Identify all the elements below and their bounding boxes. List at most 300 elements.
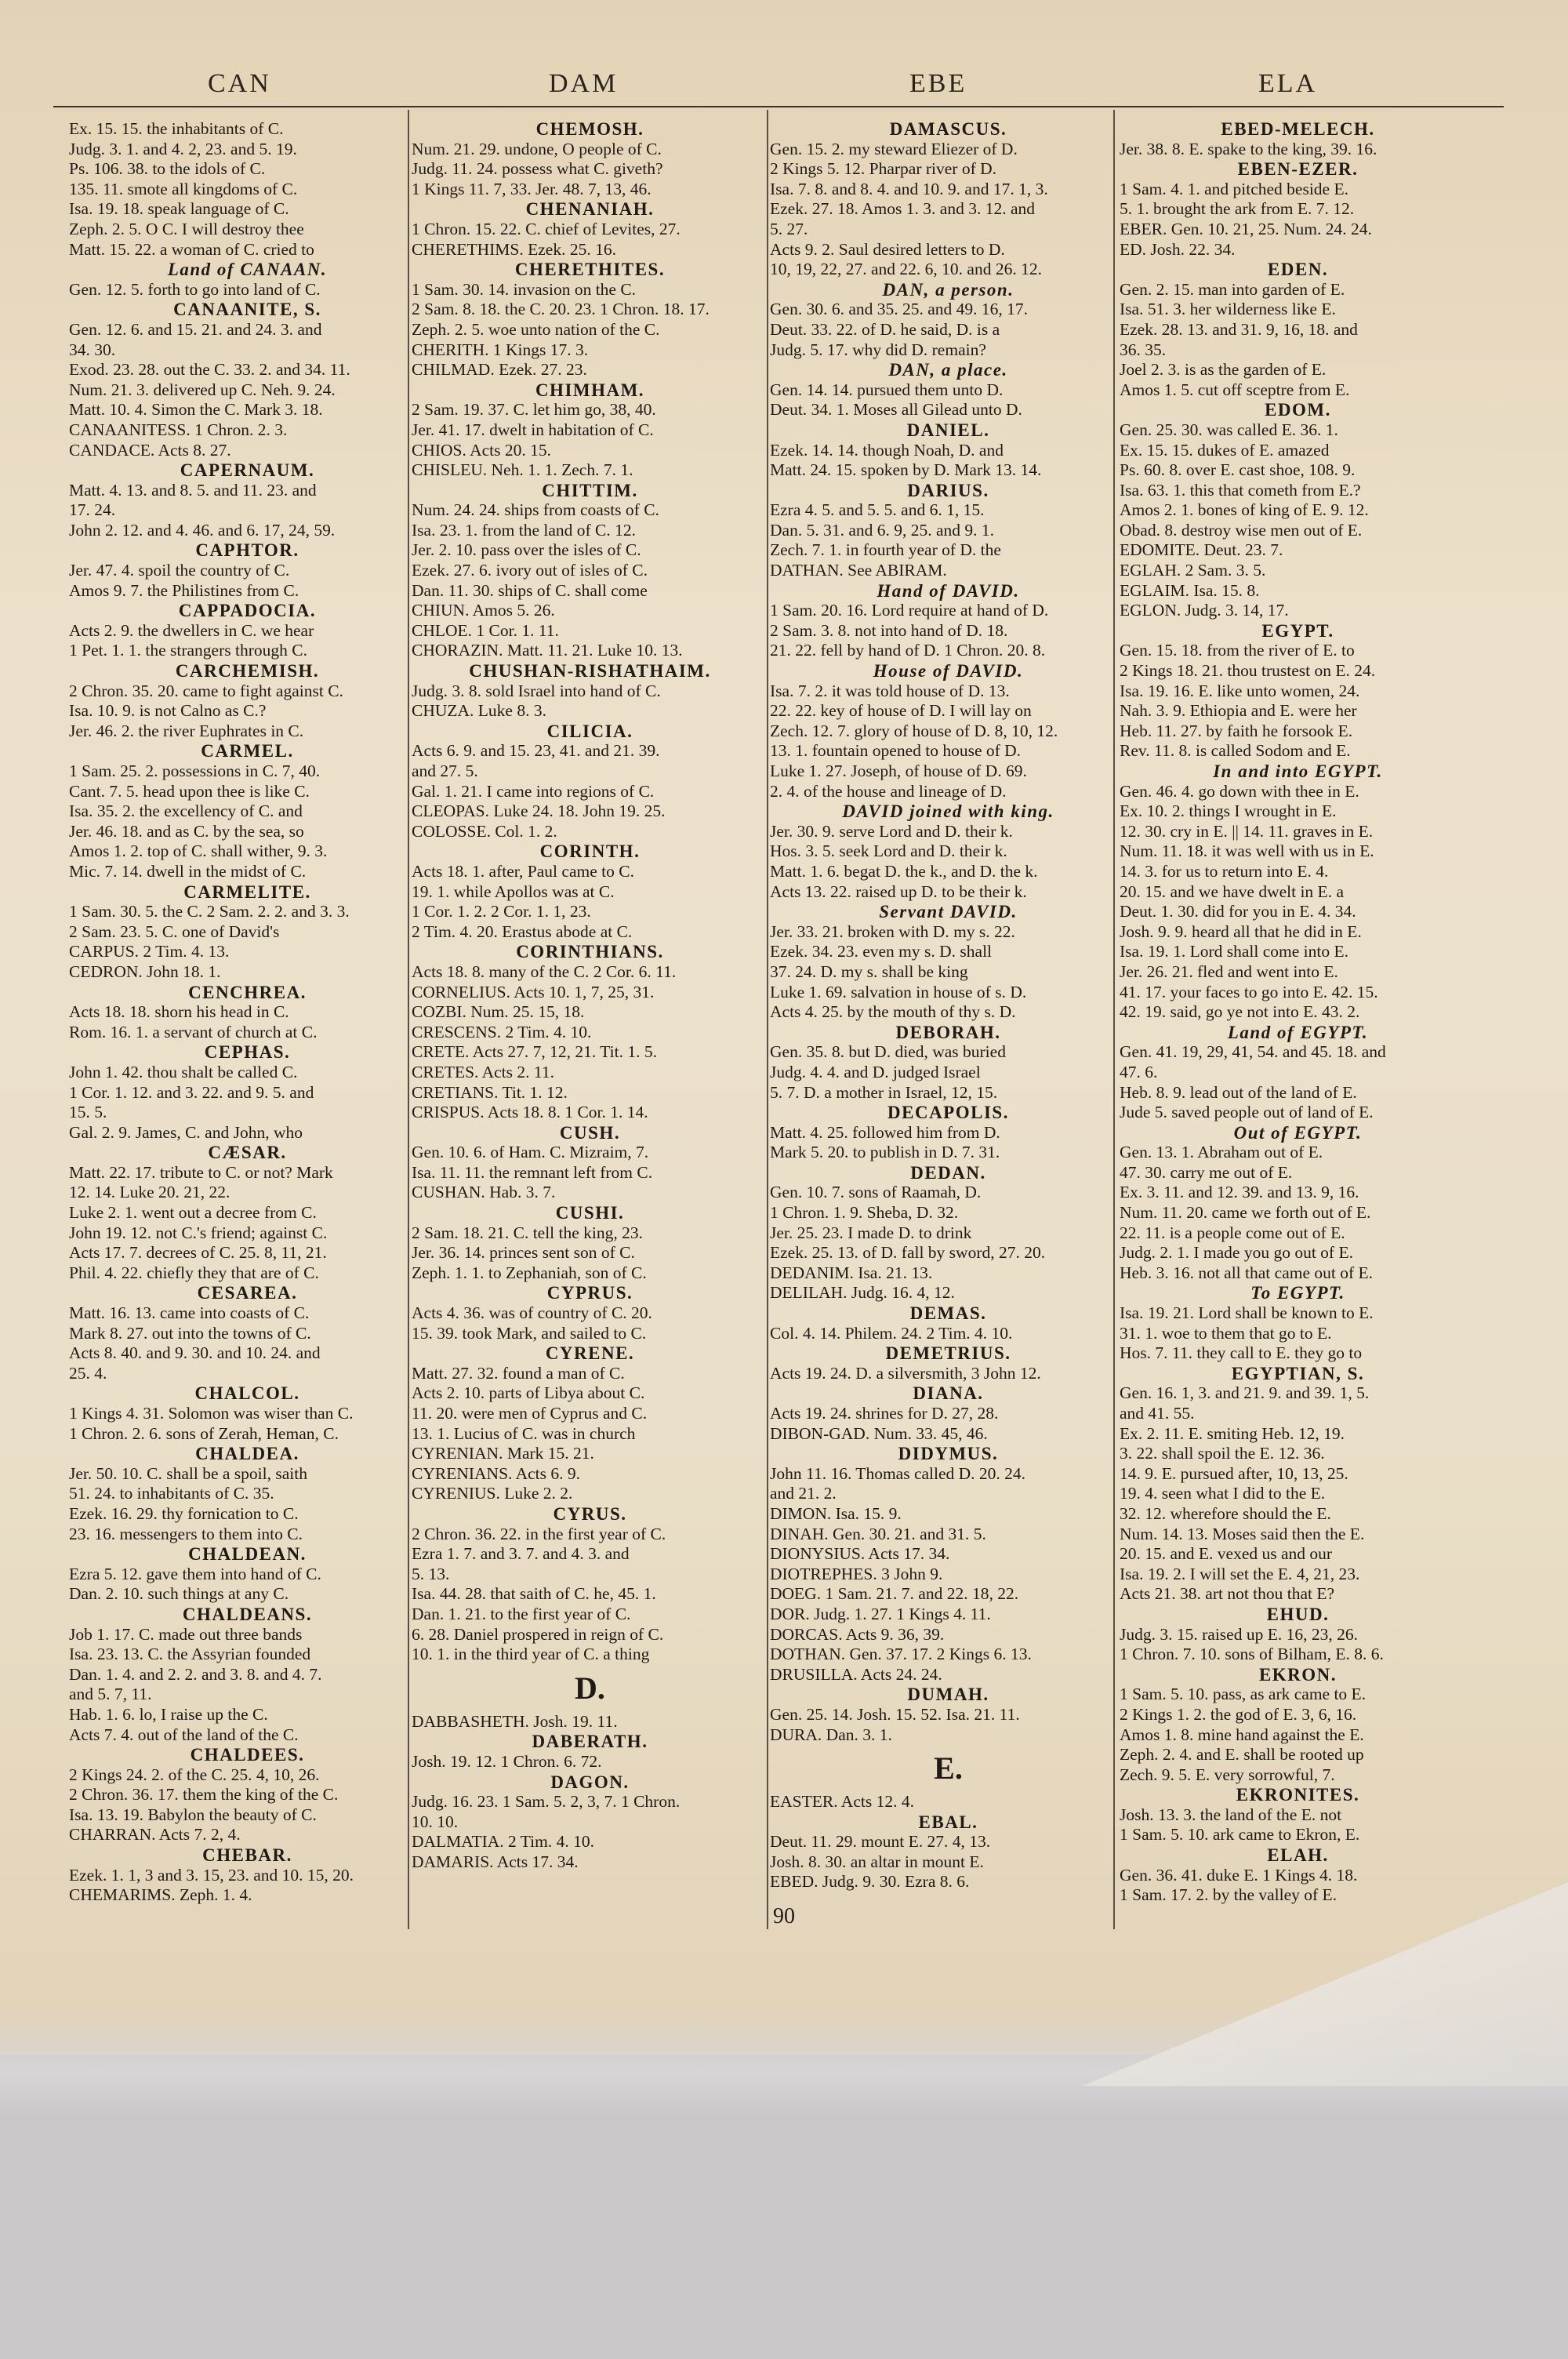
entry-heading: CENCHREA. xyxy=(188,982,307,1002)
reference-line: Deut. 1. 30. did for you in E. 4. 34. xyxy=(1120,902,1356,921)
reference-line: Ezek. 1. 1, 3 and 3. 15, 23. and 10. 15, 20. xyxy=(69,1865,354,1885)
subentry-heading: DAVID joined with king. xyxy=(842,801,1054,822)
entry-heading: DEMAS. xyxy=(909,1303,987,1324)
entry-heading: CARMELITE. xyxy=(183,881,311,902)
entry-heading: DEDAN. xyxy=(910,1162,986,1183)
reference-line: Ezek. 28. 13. and 31. 9, 16, 18. and xyxy=(1120,319,1358,339)
reference-line: 12. 30. cry in E. || 14. 11. graves in E. xyxy=(1120,821,1374,841)
entry-heading: DIANA. xyxy=(913,1383,984,1404)
entry-heading: CARMEL. xyxy=(201,741,294,761)
entry-heading: CHERETHITES. xyxy=(514,260,666,280)
reference-line: EDOMITE. Deut. 23. 7. xyxy=(1120,540,1283,560)
reference-line: Isa. 51. 3. her wilderness like E. xyxy=(1120,300,1336,319)
reference-line: 1 Sam. 17. 2. by the valley of E. xyxy=(1120,1885,1338,1905)
reference-line: CARPUS. 2 Tim. 4. 13. xyxy=(69,942,230,961)
reference-line: Exod. 23. 28. out the C. 33. 2. and 34. 11. xyxy=(69,360,350,380)
reference-line: Matt. 15. 22. a woman of C. cried to xyxy=(69,239,314,259)
reference-line: Dan. 2. 10. such things at any C. xyxy=(69,1584,289,1604)
reference-line: Zeph. 1. 1. to Zephaniah, son of C. xyxy=(412,1263,647,1282)
reference-line: 14. 3. for us to return into E. 4. xyxy=(1120,861,1329,881)
reference-line: 2 Kings 1. 2. the god of E. 3, 6, 16. xyxy=(1120,1704,1357,1724)
reference-line: Rev. 11. 8. is called Sodom and E. xyxy=(1120,741,1351,761)
reference-line: DOR. Judg. 1. 27. 1 Kings 4. 11. xyxy=(770,1604,991,1623)
reference-line: 32. 12. wherefore should the E. xyxy=(1120,1503,1331,1523)
reference-line: CHEMARIMS. Zeph. 1. 4. xyxy=(69,1885,252,1905)
reference-line: Amos 9. 7. the Philistines from C. xyxy=(69,580,299,600)
entry-heading: CHUSHAN-RISHATHAIM. xyxy=(469,661,711,682)
reference-line: Heb. 3. 16. not all that came out of E. xyxy=(1120,1263,1374,1282)
entry-heading: DEBORAH. xyxy=(895,1022,1001,1042)
entry-heading: DABERATH. xyxy=(532,1732,648,1752)
reference-line: Jer. 46. 18. and as C. by the sea, so xyxy=(69,821,304,841)
reference-line: CHORAZIN. Matt. 11. 21. Luke 10. 13. xyxy=(412,641,683,660)
reference-line: 17. 24. xyxy=(69,500,116,520)
reference-line: Phil. 4. 22. chiefly they that are of C. xyxy=(69,1263,319,1282)
reference-line: Acts 2. 10. parts of Libya about C. xyxy=(412,1383,645,1403)
subentry-heading: In and into EGYPT. xyxy=(1213,761,1383,781)
reference-line: Acts 7. 4. out of the land of the C. xyxy=(69,1725,299,1744)
concordance-column-2 xyxy=(412,119,768,1872)
reference-line: John 2. 12. and 4. 46. and 6. 17, 24, 59. xyxy=(69,520,336,540)
reference-line: Hos. 3. 5. seek Lord and D. their k. xyxy=(770,841,1007,861)
entry-heading: CÆSAR. xyxy=(208,1143,287,1163)
reference-line: Acts 4. 25. by the mouth of thy s. D. xyxy=(770,1002,1016,1022)
reference-line: 2 Kings 18. 21. thou trustest on E. 24. xyxy=(1120,661,1376,681)
reference-line: 10, 19, 22, 27. and 22. 6, 10. and 26. 12. xyxy=(770,260,1042,279)
reference-line: Jer. 50. 10. C. shall be a spoil, saith xyxy=(69,1463,307,1483)
reference-line: CHIUN. Amos 5. 26. xyxy=(412,601,555,620)
reference-line: Heb. 11. 27. by faith he forsook E. xyxy=(1120,721,1353,740)
reference-line: Jer. 33. 21. broken with D. my s. 22. xyxy=(770,921,1015,941)
reference-line: Acts 6. 9. and 15. 23, 41. and 21. 39. xyxy=(412,741,660,761)
reference-line: Gen. 13. 1. Abraham out of E. xyxy=(1120,1143,1323,1162)
reference-line: CHUZA. Luke 8. 3. xyxy=(412,701,546,721)
entry-heading: CHITTIM. xyxy=(542,480,638,500)
entry-heading: DANIEL. xyxy=(906,420,990,440)
reference-line: Jer. 46. 2. the river Euphrates in C. xyxy=(69,721,304,740)
reference-line: 1 Sam. 4. 1. and pitched beside E. xyxy=(1120,179,1348,198)
reference-line: Jer. 38. 8. E. spake to the king, 39. 16. xyxy=(1120,139,1377,158)
entry-heading: CYRUS. xyxy=(553,1503,627,1524)
entry-heading: EBEN-EZER. xyxy=(1237,159,1359,180)
reference-line: Josh. 13. 3. the land of the E. not xyxy=(1120,1805,1342,1824)
reference-line: 2 Sam. 19. 37. C. let him go, 38, 40. xyxy=(412,400,656,420)
reference-line: 15. 5. xyxy=(69,1103,107,1122)
reference-line: CHARRAN. Acts 7. 2, 4. xyxy=(69,1825,241,1845)
reference-line: Jer. 36. 14. princes sent son of C. xyxy=(412,1243,635,1263)
reference-line: CYRENIUS. Luke 2. 2. xyxy=(412,1484,573,1503)
entry-heading: CHALDEES. xyxy=(190,1745,305,1765)
reference-line: 5. 27. xyxy=(770,219,808,238)
entry-heading: CUSH. xyxy=(559,1122,621,1143)
reference-line: DOTHAN. Gen. 37. 17. 2 Kings 6. 13. xyxy=(770,1645,1032,1664)
reference-line: Mark 8. 27. out into the towns of C. xyxy=(69,1323,311,1343)
entry-heading: CEPHAS. xyxy=(204,1042,291,1063)
reference-line: 19. 1. while Apollos was at C. xyxy=(412,881,615,901)
reference-line: Matt. 4. 25. followed him from D. xyxy=(770,1122,1000,1142)
reference-line: Zeph. 2. 4. and E. shall be rooted up xyxy=(1120,1745,1364,1765)
reference-line: 12. 14. Luke 20. 21, 22. xyxy=(69,1183,230,1202)
reference-line: Num. 14. 13. Moses said then the E. xyxy=(1120,1524,1365,1543)
reference-line: Isa. 19. 2. I will set the E. 4, 21, 23. xyxy=(1120,1564,1360,1583)
reference-line: 25. 4. xyxy=(69,1363,107,1383)
reference-line: Matt. 1. 6. begat D. the k., and D. the k. xyxy=(770,861,1038,881)
reference-line: Matt. 16. 13. came into coasts of C. xyxy=(69,1303,310,1323)
reference-line: John 19. 12. not C.'s friend; against C. xyxy=(69,1223,328,1242)
reference-line: Gen. 10. 7. sons of Raamah, D. xyxy=(770,1183,982,1202)
reference-line: Matt. 10. 4. Simon the C. Mark 3. 18. xyxy=(69,400,323,420)
reference-line: CLEOPAS. Luke 24. 18. John 19. 25. xyxy=(412,801,666,821)
reference-line: Gen. 30. 6. and 35. 25. and 49. 16, 17. xyxy=(770,300,1029,319)
entry-heading: CAPPADOCIA. xyxy=(178,601,317,621)
reference-line: CHIOS. Acts 20. 15. xyxy=(412,440,551,460)
reference-line: Gal. 2. 9. James, C. and John, who xyxy=(69,1122,303,1142)
reference-line: 2 Chron. 35. 20. came to fight against C. xyxy=(69,681,343,700)
entry-heading: CHALDEA. xyxy=(195,1444,299,1464)
reference-line: 21. 22. fell by hand of D. 1 Chron. 20. 8. xyxy=(770,641,1046,660)
reference-line: Gen. 36. 41. duke E. 1 Kings 4. 18. xyxy=(1120,1865,1358,1885)
reference-line: Isa. 7. 2. it was told house of D. 13. xyxy=(770,681,1010,700)
reference-line: Jer. 26. 21. fled and went into E. xyxy=(1120,961,1338,981)
reference-line: Ex. 3. 11. and 12. 39. and 13. 9, 16. xyxy=(1120,1183,1359,1202)
reference-line: 1 Pet. 1. 1. the strangers through C. xyxy=(69,641,307,660)
reference-line: 42. 19. said, go ye not into E. 43. 2. xyxy=(1120,1002,1360,1022)
reference-line: Matt. 4. 13. and 8. 5. and 11. 23. and xyxy=(69,480,317,500)
reference-line: 37. 24. D. my s. shall be king xyxy=(770,961,968,981)
subentry-heading: Out of EGYPT. xyxy=(1233,1122,1363,1143)
subentry-heading: House of DAVID. xyxy=(873,661,1024,682)
subentry-heading: Servant DAVID. xyxy=(879,902,1018,922)
reference-line: Isa. 35. 2. the excellency of C. and xyxy=(69,801,303,821)
reference-line: 10. 1. in the third year of C. a thing xyxy=(412,1645,650,1664)
reference-line: Num. 21. 3. delivered up C. Neh. 9. 24. xyxy=(69,380,336,399)
reference-line: Num. 11. 20. came we forth out of E. xyxy=(1120,1203,1371,1223)
reference-line: DAMARIS. Acts 17. 34. xyxy=(412,1852,579,1871)
reference-line: Acts 19. 24. shrines for D. 27, 28. xyxy=(770,1404,999,1423)
entry-heading: CUSHI. xyxy=(555,1203,625,1223)
reference-line: 41. 17. your faces to go into E. 42. 15. xyxy=(1120,982,1378,1001)
reference-line: 1 Sam. 5. 10. ark came to Ekron, E. xyxy=(1120,1825,1360,1845)
reference-line: Acts 8. 40. and 9. 30. and 10. 24. and xyxy=(69,1343,321,1363)
entry-heading: EBED-MELECH. xyxy=(1221,119,1375,139)
reference-line: CHILMAD. Ezek. 27. 23. xyxy=(412,360,587,380)
reference-line: Dan. 1. 21. to the first year of C. xyxy=(412,1604,631,1623)
reference-line: Deut. 34. 1. Moses all Gilead unto D. xyxy=(770,400,1022,420)
reference-line: Zech. 7. 1. in fourth year of D. the xyxy=(770,540,1001,560)
entry-heading: EBAL. xyxy=(918,1812,978,1832)
reference-line: 6. 28. Daniel prospered in reign of C. xyxy=(412,1624,664,1644)
entry-heading: CHENANIAH. xyxy=(525,199,655,220)
reference-line: CHERITH. 1 Kings 17. 3. xyxy=(412,340,589,359)
reference-line: Dan. 1. 4. and 2. 2. and 3. 8. and 4. 7. xyxy=(69,1664,322,1684)
reference-line: Deut. 11. 29. mount E. 27. 4, 13. xyxy=(770,1832,991,1852)
reference-line: Zeph. 2. 5. O C. I will destroy thee xyxy=(69,219,304,238)
reference-line: Ezra 1. 7. and 3. 7. and 4. 3. and xyxy=(412,1544,630,1564)
reference-line: Judg. 11. 24. possess what C. giveth? xyxy=(412,159,663,179)
reference-line: CRESCENS. 2 Tim. 4. 10. xyxy=(412,1022,592,1041)
reference-line: DELILAH. Judg. 16. 4, 12. xyxy=(770,1283,955,1303)
reference-line: Num. 11. 18. it was well with us in E. xyxy=(1120,841,1374,861)
reference-line: Isa. 23. 13. C. the Assyrian founded xyxy=(69,1645,311,1664)
reference-line: DEDANIM. Isa. 21. 13. xyxy=(770,1263,933,1282)
reference-line: Ezra 5. 12. gave them into hand of C. xyxy=(69,1564,321,1583)
reference-line: Nah. 3. 9. Ethiopia and E. were her xyxy=(1120,701,1357,721)
reference-line: 31. 1. woe to them that go to E. xyxy=(1120,1323,1332,1343)
reference-line: 11. 20. were men of Cyprus and C. xyxy=(412,1404,648,1423)
entry-heading: CHALDEAN. xyxy=(188,1544,307,1565)
reference-line: Gen. 12. 6. and 15. 21. and 24. 3. and xyxy=(69,319,322,339)
reference-line: CRETE. Acts 27. 7, 12, 21. Tit. 1. 5. xyxy=(412,1042,657,1062)
reference-line: 1 Sam. 30. 5. the C. 2 Sam. 2. 2. and 3. 3. xyxy=(69,902,350,921)
subentry-heading: DAN, a place. xyxy=(888,360,1008,380)
reference-line: Gen. 12. 5. forth to go into land of C. xyxy=(69,279,321,299)
reference-line: EGLAH. 2 Sam. 3. 5. xyxy=(1120,561,1266,580)
reference-line: Luke 1. 27. Joseph, of house of D. 69. xyxy=(770,761,1027,780)
entry-heading: CARCHEMISH. xyxy=(175,661,320,682)
reference-line: Matt. 24. 15. spoken by D. Mark 13. 14. xyxy=(770,460,1042,480)
subentry-heading: To EGYPT. xyxy=(1250,1283,1345,1303)
reference-line: 2 Sam. 3. 8. not into hand of D. 18. xyxy=(770,620,1008,640)
reference-line: Isa. 10. 9. is not Calno as C.? xyxy=(69,701,267,721)
reference-line: Mark 5. 20. to publish in D. 7. 31. xyxy=(770,1143,1000,1162)
reference-line: 1 Sam. 25. 2. possessions in C. 7, 40. xyxy=(69,761,321,780)
reference-line: 2 Kings 24. 2. of the C. 25. 4, 10, 26. xyxy=(69,1765,320,1784)
reference-line: 2 Chron. 36. 22. in the first year of C. xyxy=(412,1524,666,1543)
entry-heading: CESAREA. xyxy=(197,1283,298,1303)
reference-line: Acts 18. 18. shorn his head in C. xyxy=(69,1002,289,1022)
reference-line: Hos. 7. 11. they call to E. they go to xyxy=(1120,1343,1363,1363)
reference-line: 5. 1. brought the ark from E. 7. 12. xyxy=(1120,199,1355,219)
entry-heading: DUMAH. xyxy=(907,1685,989,1705)
entry-heading: EHUD. xyxy=(1266,1604,1330,1624)
reference-line: CHLOE. 1 Cor. 1. 11. xyxy=(412,620,559,640)
reference-line: 1 Kings 11. 7, 33. Jer. 48. 7, 13, 46. xyxy=(412,179,652,198)
reference-line: 13. 1. fountain opened to house of D. xyxy=(770,741,1022,761)
reference-line: 2 Sam. 8. 18. the C. 20. 23. 1 Chron. 18. 17. xyxy=(412,300,710,319)
reference-line: Joel 2. 3. is as the garden of E. xyxy=(1120,360,1327,380)
entry-heading: EKRON. xyxy=(1258,1664,1338,1685)
reference-line: Dan. 5. 31. and 6. 9, 25. and 9. 1. xyxy=(770,520,995,540)
reference-line: Amos 1. 8. mine hand against the E. xyxy=(1120,1725,1364,1744)
reference-line: Ex. 15. 15. dukes of E. amazed xyxy=(1120,440,1330,460)
reference-line: Judg. 2. 1. I made you go out of E. xyxy=(1120,1243,1353,1263)
reference-line: Acts 13. 22. raised up D. to be their k. xyxy=(770,881,1027,901)
reference-line: DINAH. Gen. 30. 21. and 31. 5. xyxy=(770,1524,986,1543)
reference-line: Josh. 9. 9. heard all that he did in E. xyxy=(1120,921,1362,941)
reference-line: CRISPUS. Acts 18. 8. 1 Cor. 1. 14. xyxy=(412,1103,648,1122)
reference-line: 20. 15. and E. vexed us and our xyxy=(1120,1544,1333,1564)
reference-line: CEDRON. John 18. 1. xyxy=(69,961,221,981)
reference-line: Isa. 19. 16. E. like unto women, 24. xyxy=(1120,681,1360,700)
reference-line: Ezek. 25. 13. of D. fall by sword, 27. 20. xyxy=(770,1243,1046,1263)
reference-line: Gen. 16. 1, 3. and 21. 9. and 39. 1, 5. xyxy=(1120,1383,1370,1403)
reference-line: 34. 30. xyxy=(69,340,116,359)
reference-line: 5. 13. xyxy=(412,1564,450,1583)
entry-heading: CYPRUS. xyxy=(546,1283,633,1303)
reference-line: Ex. 2. 11. E. smiting Heb. 12, 19. xyxy=(1120,1423,1345,1443)
reference-line: CYRENIANS. Acts 6. 9. xyxy=(412,1463,581,1483)
entry-heading: CHEMOSH. xyxy=(535,119,644,139)
reference-line: Judg. 5. 17. why did D. remain? xyxy=(770,340,986,359)
reference-line: Isa. 19. 18. speak language of C. xyxy=(69,199,289,219)
reference-line: DURA. Dan. 3. 1. xyxy=(770,1725,892,1744)
entry-heading: CILICIA. xyxy=(546,721,633,741)
entry-heading: DARIUS. xyxy=(907,480,989,500)
reference-line: Jer. 47. 4. spoil the country of C. xyxy=(69,561,290,580)
reference-line: Josh. 19. 12. 1 Chron. 6. 72. xyxy=(412,1751,602,1771)
reference-line: 1 Chron. 15. 22. C. chief of Levites, 27. xyxy=(412,219,681,238)
header-rule xyxy=(53,106,1504,107)
reference-line: Jer. 41. 17. dwelt in habitation of C. xyxy=(412,420,654,439)
reference-line: Acts 9. 2. Saul desired letters to D. xyxy=(770,239,1005,259)
reference-line: Rom. 16. 1. a servant of church at C. xyxy=(69,1022,318,1041)
reference-line: DRUSILLA. Acts 24. 24. xyxy=(770,1664,942,1684)
reference-line: Ps. 106. 38. to the idols of C. xyxy=(69,159,266,179)
reference-line: John 1. 42. thou shalt be called C. xyxy=(69,1062,298,1081)
reference-line: Gen. 14. 14. pursued them unto D. xyxy=(770,380,1004,399)
reference-line: Isa. 7. 8. and 8. 4. and 10. 9. and 17. 1, 3. xyxy=(770,179,1048,198)
entry-heading: CYRENE. xyxy=(545,1343,635,1364)
reference-line: Gen. 25. 14. Josh. 15. 52. Isa. 21. 11. xyxy=(770,1704,1020,1724)
running-head-2: DAM xyxy=(549,69,619,98)
entry-heading: EKRONITES. xyxy=(1236,1785,1360,1805)
reference-line: DIOTREPHES. 3 John 9. xyxy=(770,1564,943,1583)
reference-line: Isa. 19. 21. Lord shall be known to E. xyxy=(1120,1303,1374,1323)
entry-heading: ELAH. xyxy=(1267,1845,1329,1866)
entry-heading: DIDYMUS. xyxy=(898,1444,999,1464)
reference-line: Acts 4. 36. was of country of C. 20. xyxy=(412,1303,652,1323)
entry-heading: CANAANITE, S. xyxy=(173,300,321,320)
reference-line: Dan. 11. 30. ships of C. shall come xyxy=(412,580,648,600)
reference-line: Zeph. 2. 5. woe unto nation of the C. xyxy=(412,319,660,339)
reference-line: Acts 18. 8. many of the C. 2 Cor. 6. 11. xyxy=(412,961,677,981)
reference-line: 47. 6. xyxy=(1120,1062,1158,1081)
reference-line: COZBI. Num. 25. 15, 18. xyxy=(412,1002,585,1022)
reference-line: Ezra 4. 5. and 5. 5. and 6. 1, 15. xyxy=(770,500,985,520)
reference-line: Num. 24. 24. ships from coasts of C. xyxy=(412,500,659,520)
reference-line: Josh. 8. 30. an altar in mount E. xyxy=(770,1852,984,1871)
reference-line: Isa. 63. 1. this that cometh from E.? xyxy=(1120,480,1361,500)
reference-line: 47. 30. carry me out of E. xyxy=(1120,1162,1293,1182)
reference-line: CRETES. Acts 2. 11. xyxy=(412,1062,554,1081)
reference-line: and 21. 2. xyxy=(770,1484,837,1503)
reference-line: Ezek. 14. 14. though Noah, D. and xyxy=(770,440,1004,460)
reference-line: Ex. 15. 15. the inhabitants of C. xyxy=(69,119,284,138)
reference-line: Ps. 60. 8. over E. cast shoe, 108. 9. xyxy=(1120,460,1356,480)
reference-line: EBER. Gen. 10. 21, 25. Num. 24. 24. xyxy=(1120,219,1372,238)
reference-line: 1 Cor. 1. 12. and 3. 22. and 9. 5. and xyxy=(69,1082,314,1102)
reference-line: Judg. 16. 23. 1 Sam. 5. 2, 3, 7. 1 Chron. xyxy=(412,1792,681,1812)
reference-line: Isa. 13. 19. Babylon the beauty of C. xyxy=(69,1805,317,1824)
reference-line: ED. Josh. 22. 34. xyxy=(1120,239,1236,259)
reference-line: Gen. 15. 2. my steward Eliezer of D. xyxy=(770,139,1018,158)
entry-heading: DAMASCUS. xyxy=(889,119,1007,139)
reference-line: 3. 22. shall spoil the E. 12. 36. xyxy=(1120,1444,1325,1463)
reference-line: 5. 7. D. a mother in Israel, 12, 15. xyxy=(770,1082,998,1102)
concordance-column-1 xyxy=(69,119,426,1906)
entry-heading: EGYPT. xyxy=(1261,620,1334,641)
reference-line: CRETIANS. Tit. 1. 12. xyxy=(412,1082,568,1102)
entry-heading: CORINTH. xyxy=(539,841,641,862)
reference-line: 2 Tim. 4. 20. Erastus abode at C. xyxy=(412,921,633,941)
reference-line: Acts 18. 1. after, Paul came to C. xyxy=(412,861,634,881)
reference-line: Amos 1. 5. cut off sceptre from E. xyxy=(1120,380,1350,399)
reference-line: 22. 22. key of house of D. I will lay on xyxy=(770,701,1032,721)
reference-line: 1 Sam. 5. 10. pass, as ark came to E. xyxy=(1120,1685,1367,1704)
reference-line: Gen. 10. 6. of Ham. C. Mizraim, 7. xyxy=(412,1143,649,1162)
reference-line: Col. 4. 14. Philem. 24. 2 Tim. 4. 10. xyxy=(770,1323,1013,1343)
reference-line: Isa. 23. 1. from the land of C. 12. xyxy=(412,520,637,540)
reference-line: Job 1. 17. C. made out three bands xyxy=(69,1624,303,1644)
entry-heading: CHALDEANS. xyxy=(182,1604,313,1624)
page-number: 90 xyxy=(773,1904,795,1928)
reference-line: Ex. 10. 2. things I wrought in E. xyxy=(1120,801,1337,821)
reference-line: 135. 11. smote all kingdoms of C. xyxy=(69,179,298,198)
reference-line: Zech. 12. 7. glory of house of D. 8, 10, 12. xyxy=(770,721,1058,740)
reference-line: Jer. 30. 9. serve Lord and D. their k. xyxy=(770,821,1013,841)
reference-line: Acts 19. 24. D. a silversmith, 3 John 12. xyxy=(770,1363,1041,1383)
reference-line: Deut. 33. 22. of D. he said, D. is a xyxy=(770,319,1000,339)
reference-line: EGLON. Judg. 3. 14, 17. xyxy=(1120,601,1289,620)
subentry-heading: Hand of DAVID. xyxy=(877,580,1020,601)
reference-line: 2 Kings 5. 12. Pharpar river of D. xyxy=(770,159,997,179)
entry-heading: EDOM. xyxy=(1265,400,1331,420)
reference-line: DORCAS. Acts 9. 36, 39. xyxy=(770,1624,945,1644)
reference-line: Jude 5. saved people out of land of E. xyxy=(1120,1103,1374,1122)
subentry-heading: Land of CANAAN. xyxy=(167,260,328,280)
reference-line: John 11. 16. Thomas called D. 20. 24. xyxy=(770,1463,1026,1483)
reference-line: Acts 17. 7. decrees of C. 25. 8, 11, 21. xyxy=(69,1243,327,1263)
reference-line: Judg. 3. 1. and 4. 2, 23. and 5. 19. xyxy=(69,139,297,158)
reference-line: and 27. 5. xyxy=(412,761,478,780)
reference-line: 1 Sam. 20. 16. Lord require at hand of D. xyxy=(770,601,1049,620)
reference-line: Zech. 9. 5. E. very sorrowful, 7. xyxy=(1120,1765,1335,1784)
reference-line: Heb. 8. 9. lead out of the land of E. xyxy=(1120,1082,1357,1102)
reference-line: EASTER. Acts 12. 4. xyxy=(770,1792,914,1812)
reference-line: Isa. 44. 28. that saith of C. he, 45. 1. xyxy=(412,1584,656,1604)
reference-line: CHISLEU. Neh. 1. 1. Zech. 7. 1. xyxy=(412,460,633,480)
reference-line: Jer. 25. 23. I made D. to drink xyxy=(770,1223,972,1242)
reference-line: and 5. 7, 11. xyxy=(69,1685,152,1704)
reference-line: Gal. 1. 21. I came into regions of C. xyxy=(412,781,655,801)
reference-line: CORNELIUS. Acts 10. 1, 7, 25, 31. xyxy=(412,982,655,1001)
reference-line: 2 Sam. 23. 5. C. one of David's xyxy=(69,921,280,941)
reference-line: DIMON. Isa. 15. 9. xyxy=(770,1503,902,1523)
subentry-heading: DAN, a person. xyxy=(882,279,1014,300)
reference-line: DALMATIA. 2 Tim. 4. 10. xyxy=(412,1832,594,1852)
reference-line: Cant. 7. 5. head upon thee is like C. xyxy=(69,781,310,801)
concordance-column-3 xyxy=(770,119,1127,1892)
reference-line: 1 Kings 4. 31. Solomon was wiser than C. xyxy=(69,1404,354,1423)
reference-line: DIBON-GAD. Num. 33. 45, 46. xyxy=(770,1423,988,1443)
section-letter: D. xyxy=(575,1670,605,1706)
reference-line: Gen. 41. 19, 29, 41, 54. and 45. 18. and xyxy=(1120,1042,1386,1062)
reference-line: 1 Sam. 30. 14. invasion on the C. xyxy=(412,279,637,299)
reference-line: Gen. 2. 15. man into garden of E. xyxy=(1120,279,1345,299)
entry-heading: CORINTHIANS. xyxy=(516,942,664,962)
running-head-3: EBE xyxy=(909,69,967,98)
entry-heading: DAGON. xyxy=(550,1772,630,1792)
reference-line: EGLAIM. Isa. 15. 8. xyxy=(1120,580,1260,600)
reference-line: Mic. 7. 14. dwell in the midst of C. xyxy=(69,861,307,881)
entry-heading: DEMETRIUS. xyxy=(885,1343,1011,1364)
reference-line: 15. 39. took Mark, and sailed to C. xyxy=(412,1323,647,1343)
reference-line: 23. 16. messengers to them into C. xyxy=(69,1524,303,1543)
reference-line: Num. 21. 29. undone, O people of C. xyxy=(412,139,662,158)
reference-line: 2 Chron. 36. 17. them the king of the C. xyxy=(69,1785,339,1805)
reference-line: Gen. 25. 30. was called E. 36. 1. xyxy=(1120,420,1338,439)
subentry-heading: Land of EGYPT. xyxy=(1227,1022,1369,1042)
